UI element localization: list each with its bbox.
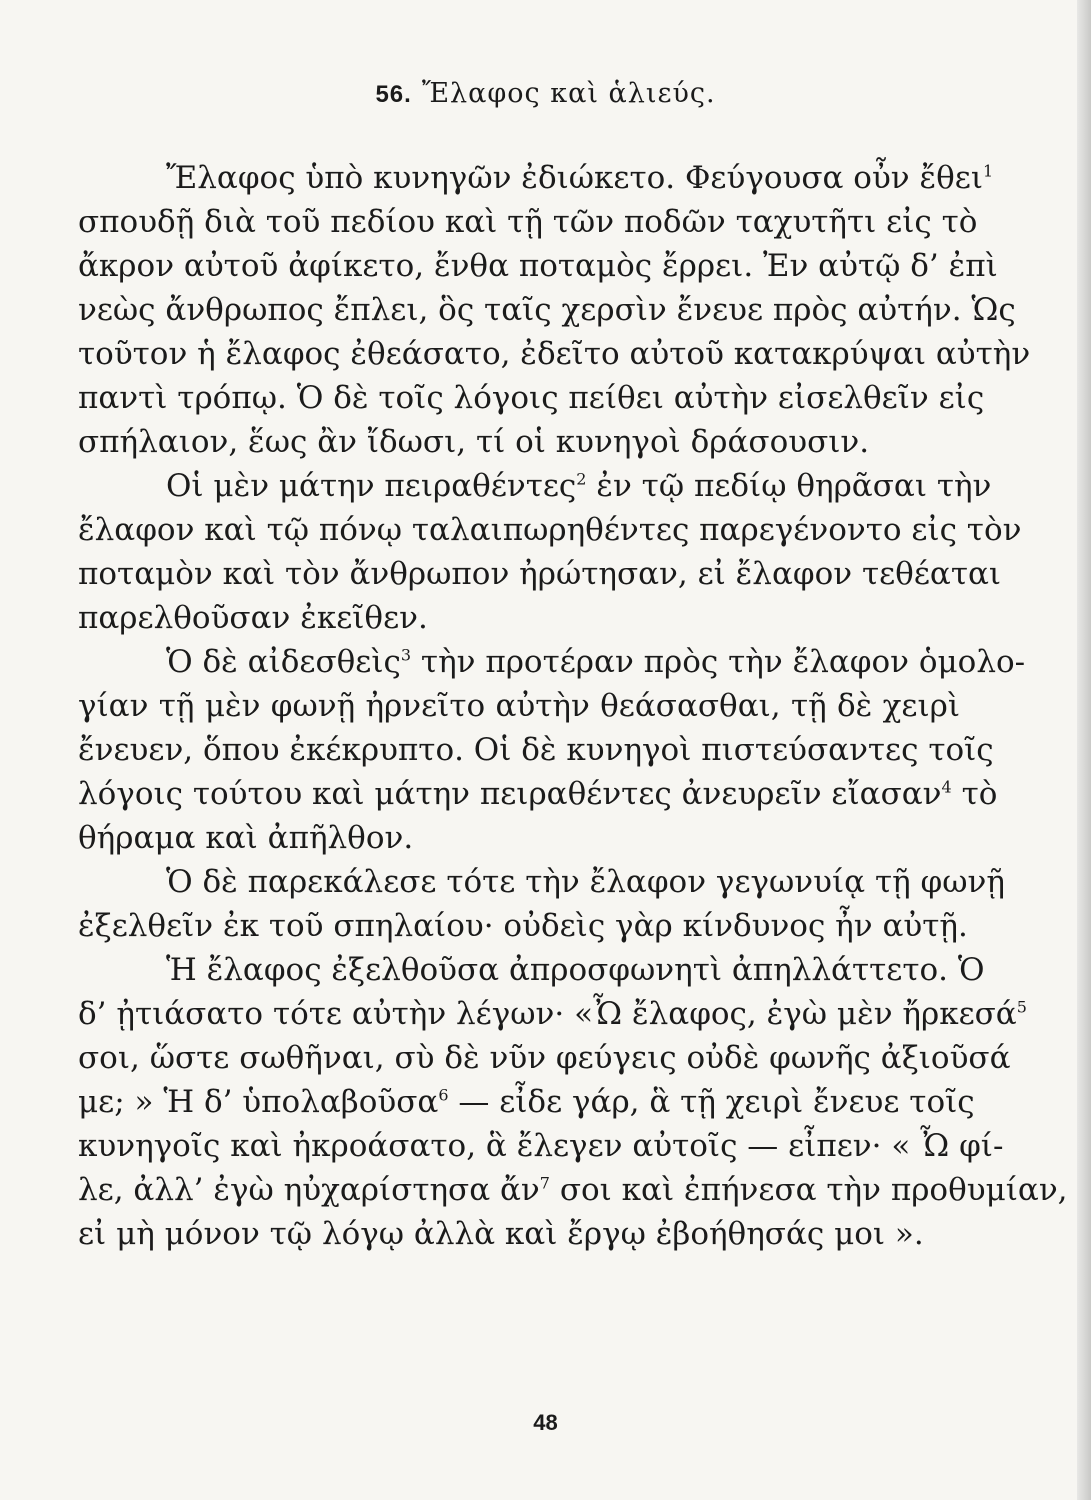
line-text: λόγοις τούτου καὶ μάτην πειραθέντες ἀνευρεῖν εἴασαν — [78, 776, 942, 812]
text-line — [78, 552, 1002, 596]
footnote-marker: 6 — [438, 1085, 449, 1105]
fable-title-text: Ἔλαφος καὶ ἁλιεύς. — [421, 78, 716, 109]
text-line — [78, 596, 960, 640]
line-text: θήραμα καὶ ἀπῆλθον. — [78, 820, 414, 856]
paragraph — [78, 860, 1005, 948]
paragraph — [78, 464, 1022, 640]
line-text-continued: σοι καὶ ἐπήνεσα τὴν προθυμίαν, — [549, 1172, 1068, 1208]
text-line — [78, 948, 985, 992]
footnote-marker: 7 — [539, 1173, 550, 1193]
paragraph — [78, 156, 1031, 464]
line-text: σπήλαιον, ἕως ἂν ἴδωσι, τί οἱ κυνηγοὶ δράσουσιν. — [78, 424, 870, 460]
line-text: ἄκρον αὐτοῦ ἀφίκετο, ἔνθα ποταμὸς ἔρρει. Ἐν αὐτῷ δ’ ἐπὶ — [78, 248, 998, 284]
line-text: Ἡ ἔλαφος ἐξελθοῦσα ἀπροσφωνητὶ ἀπηλλάττετο. Ὁ — [166, 952, 985, 988]
line-text: τοῦτον ἡ ἔλαφος ἐθεάσατο, ἐδεῖτο αὐτοῦ κατακρύψαι αὐτὴν — [78, 336, 1031, 372]
line-text: εἰ μὴ μόνον τῷ λόγῳ ἀλλὰ καὶ ἔργῳ ἐβοήθησάς μοι ». — [78, 1216, 924, 1252]
line-text: παντὶ τρόπῳ. Ὁ δὲ τοῖς λόγοις πείθει αὐτὴν εἰσελθεῖν εἰς — [78, 380, 985, 416]
line-text: ἔνευεν, ὅπου ἐκέκρυπτο. Οἱ δὲ κυνηγοὶ πιστεύσαντες τοῖς — [78, 732, 994, 768]
line-text: σπουδῇ διὰ τοῦ πεδίου καὶ τῇ τῶν ποδῶν ταχυτῆτι εἰς τὸ — [78, 204, 978, 240]
footnote-marker: 5 — [1016, 997, 1027, 1017]
line-text: σοι, ὥστε σωθῆναι, σὺ δὲ νῦν φεύγεις οὐδὲ φωνῆς ἀξιοῦσά — [78, 1040, 1011, 1076]
footnote-marker: 1 — [983, 161, 994, 181]
line-text: κυνηγοῖς καὶ ἠκροάσατο, ἃ ἔλεγεν αὐτοῖς — εἶπεν· « Ὦ φί- — [78, 1128, 1004, 1164]
text-line — [78, 1080, 975, 1124]
text-line — [78, 1168, 1068, 1212]
line-text: Ὁ δὲ αἰδεσθεὶς — [166, 644, 401, 680]
text-line — [78, 464, 992, 508]
text-line — [78, 860, 1005, 904]
page-edge-shadow — [1077, 0, 1091, 1500]
fable-body — [78, 156, 1068, 1256]
text-line — [78, 332, 1031, 376]
text-line — [78, 640, 1026, 684]
line-text-continued: τὴν προτέραν πρὸς τὴν ἔλαφον ὁμολο- — [411, 644, 1026, 680]
line-text: λε, ἀλλ’ ἐγὼ ηὐχαρίστησα ἄν — [78, 1172, 540, 1208]
fable-number: 56. — [375, 81, 412, 108]
line-text: νεὼς ἄνθρωπος ἔπλει, ὃς ταῖς χερσὶν ἔνευε πρὸς αὐτήν. Ὡς — [78, 292, 1016, 328]
footnote-marker: 2 — [576, 469, 587, 489]
text-line — [78, 772, 998, 816]
text-line — [78, 1036, 1011, 1080]
text-line — [78, 420, 960, 464]
page-number: 48 — [533, 1410, 558, 1435]
text-line — [78, 728, 994, 772]
line-text: με; » Ἡ δ’ ὑπολαβοῦσα — [78, 1084, 439, 1120]
line-text-continued: ἐν τῷ πεδίῳ θηρᾶσαι τὴν — [586, 468, 992, 504]
text-line — [78, 508, 1022, 552]
text-line — [78, 816, 960, 860]
paragraph — [78, 948, 1068, 1256]
text-line — [78, 200, 978, 244]
fable-title — [0, 78, 1091, 109]
paragraph — [78, 640, 1026, 860]
line-text: Ἔλαφος ὑπὸ κυνηγῶν ἐδιώκετο. Φεύγουσα οὖν ἔθει — [166, 160, 984, 196]
text-line — [78, 1124, 1004, 1168]
text-line — [78, 244, 998, 288]
line-text: ἔλαφον καὶ τῷ πόνῳ ταλαιπωρηθέντες παρεγένοντο εἰς τὸν — [78, 512, 1022, 548]
line-text: δ’ ᾐτιάσατο τότε αὐτὴν λέγων· «Ὦ ἔλαφος, ἐγὼ μὲν ἤρκεσά — [78, 996, 1017, 1032]
line-text: Ὁ δὲ παρεκάλεσε τότε τὴν ἔλαφον γεγωνυίᾳ τῇ φωνῇ — [166, 864, 1005, 900]
line-text-continued: — εἶδε γάρ, ἃ τῇ χειρὶ ἔνευε τοῖς — [448, 1084, 975, 1120]
footnote-marker: 3 — [400, 645, 412, 665]
footnote-marker: 4 — [941, 777, 952, 797]
text-line — [78, 992, 1027, 1036]
text-line — [78, 904, 968, 948]
line-text: ποταμὸν καὶ τὸν ἄνθρωπον ἠρώτησαν, εἰ ἔλαφον τεθέαται — [78, 556, 1002, 592]
text-line — [78, 156, 994, 200]
line-text: ἐξελθεῖν ἐκ τοῦ σπηλαίου· οὐδεὶς γὰρ κίνδυνος ἦν αὐτῇ. — [78, 908, 968, 944]
text-line — [78, 376, 985, 420]
text-line — [78, 684, 960, 728]
text-line — [78, 1212, 960, 1256]
line-text: Οἱ μὲν μάτην πειραθέντες — [166, 468, 577, 504]
line-text-continued: τὸ — [951, 776, 998, 812]
line-text: γίαν τῇ μὲν φωνῇ ἠρνεῖτο αὐτὴν θεάσασθαι, τῇ δὲ χειρὶ — [78, 688, 960, 724]
text-line — [78, 288, 1016, 332]
line-text: παρελθοῦσαν ἐκεῖθεν. — [78, 600, 428, 636]
